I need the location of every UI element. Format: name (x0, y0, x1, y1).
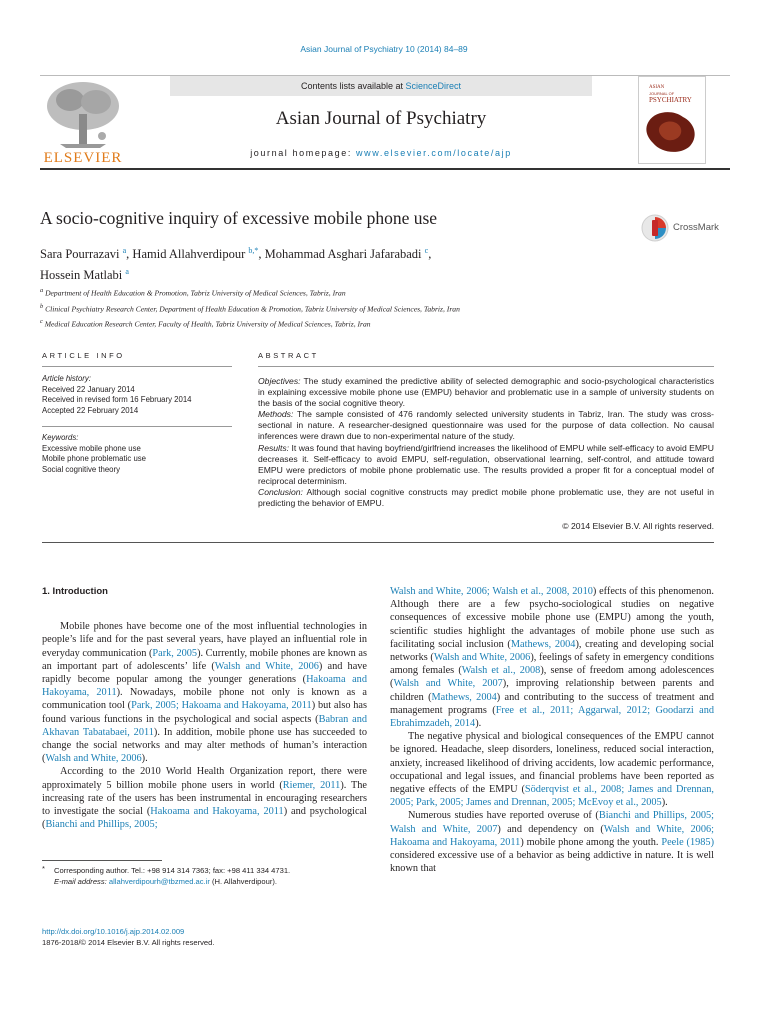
footnote-contact: Corresponding author. Tel.: +98 914 314 7363; fax: +98 411 334 4731. (54, 866, 291, 875)
intro-paragraph-3 (390, 730, 714, 809)
keyword-1: Excessive mobile phone use (42, 443, 141, 453)
doi-link[interactable]: http://dx.doi.org/10.1016/j.ajp.2014.02.009 (42, 927, 185, 936)
affil-a-marker: a (40, 287, 44, 294)
text-run: ) and contributing to the success of treatment and management programs ( (390, 691, 714, 716)
conclusion-text: Although social cognitive constructs may predict mobile phone problematic use, they are not useful in predicting the behavior of EMPU. (258, 486, 714, 509)
cover-text-2: JOURNAL OF (649, 91, 675, 96)
author-1-affil[interactable]: a (122, 246, 127, 255)
journal-cover-thumbnail[interactable] (638, 76, 706, 164)
citation-link[interactable]: Free et al., 2011; Aggarwal, 2012; Goodarzi and Ebrahimzadeh, 2014 (390, 704, 715, 730)
contents-prefix: Contents lists available at (300, 81, 406, 91)
email-link[interactable]: allahverdipourh@tbzmed.ac.ir (108, 877, 210, 886)
author-2-affil[interactable]: b,* (248, 246, 259, 255)
author-2[interactable]: , Hamid Allahverdipour (126, 247, 249, 262)
copyright-notice: © 2014 Elsevier B.V. All rights reserved. (562, 521, 714, 531)
text-run: ) and psychological ( (42, 806, 367, 831)
sciencedirect-link[interactable]: ScienceDirect (405, 81, 462, 91)
citation-link[interactable]: Peele (1985) (661, 836, 714, 848)
keywords-label: Keywords: (42, 433, 79, 442)
elsevier-wordmark: ELSEVIER (43, 150, 123, 166)
text-run: ) effects of this phenomenon. Although there are a few psycho-sociological studies on negative consequences of excessive mobile phone use (EMPU) among the youth, scientific studies highlight the advantages of mobile phone use such as facilitating social inclusion ( (390, 586, 714, 650)
text-run: Mobile phones have become one of the most influential technologies in people’s life and for the past several years, have played an influential role in everyday communication ( (42, 621, 367, 659)
author-list (40, 242, 600, 284)
crossmark-badge[interactable] (641, 212, 731, 244)
email-label: E-mail address: (54, 877, 109, 886)
text-run: ). Nowadays, mobile phone not only is known as a communication tool ( (42, 687, 367, 712)
author-1[interactable]: Sara Pourrazavi (40, 247, 123, 262)
keywords (42, 433, 232, 475)
cover-map-illustration (643, 107, 701, 155)
results-label: Results: (258, 442, 290, 453)
text-run: ). The increasing rate of the users has been instrumental in encouraging researchers to investigate the social ( (42, 779, 367, 818)
crossmark-icon (641, 214, 669, 242)
citation-link[interactable]: Walsh and White, 2006; Walsh et al., 2008, 2010 (390, 586, 593, 597)
intro-paragraph-1 (42, 620, 367, 765)
affiliation-b (40, 300, 680, 316)
keyword-3: Social cognitive theory (42, 464, 121, 474)
section-heading-introduction: 1. Introduction (42, 586, 108, 597)
abstract-body (258, 376, 714, 509)
citation-link[interactable]: Park, 2005 (152, 647, 198, 659)
text-run: ) and have rapidly become popular among the younger generations ( (42, 660, 367, 686)
affil-c-text: Medical Education Research Center, Faculty of Health, Tabriz University of Medical Sciences, Tabriz, Iran (44, 319, 371, 329)
citation-link[interactable]: Babran and Akhavan Tabatabaei, 2011 (42, 713, 367, 738)
text-run: According to the 2010 World Health Organization report, there were approximately 5 billion mobile phone users in world ( (42, 766, 367, 791)
citation-link[interactable]: Walsh and White, 2006 (214, 660, 319, 672)
journal-title: Asian Journal of Psychiatry (275, 108, 487, 129)
article-info-label: ARTICLE INFO (42, 351, 125, 360)
history-label: Article history: (42, 374, 91, 383)
abstract-rule-top (258, 366, 714, 367)
article-title: A socio-cognitive inquiry of excessive mobile phone use (40, 208, 438, 228)
affiliation-c (40, 315, 680, 331)
text-run: ). (141, 753, 148, 765)
citation-link[interactable]: Park, 2005; Hakoama and Hakoyama, 2011 (131, 700, 312, 712)
footnote-line-1 (42, 865, 372, 876)
citation-link[interactable]: Söderqvist et al., 2008; James and Drennan, 2005; Park, 2005; James and Drennan, 2005; McEvoy et al., 2005 (390, 784, 714, 809)
text-run: The negative physical and biological consequences of the EMPU cannot be ignored. Headache, sleep disorders, loneliness, reduced social interaction, anxiety, increased likelihood of driving accidents, low academic performance, occupational and legal issues, and financial problems have been reported as negative effects of the EMPU ( (390, 731, 714, 796)
text-run: ) but also has found various functions in the psychological and social aspects ( (42, 700, 368, 725)
affil-c-marker: c (40, 318, 43, 326)
text-run: ) mobile phone among the youth. (520, 836, 662, 848)
author-sep: , (428, 247, 432, 262)
corresponding-author-footnote (42, 865, 372, 887)
text-run: ). Currently, mobile phones are known as an important part of adolescents’ life ( (42, 647, 367, 672)
author-4-affil[interactable]: a (125, 267, 129, 277)
affil-b-text: Clinical Psychiatry Research Center, Department of Health Education & Promotion, Tabriz University of Medical Sciences, Tabriz, Iran (45, 304, 460, 314)
citation-link[interactable]: Walsh and White, 2006; Hakoama and Hakoyama, 2011 (390, 823, 714, 848)
text-run: ). (661, 797, 668, 809)
front-matter-rule (42, 542, 714, 543)
email-suffix: (H. Allahverdipour). (209, 877, 277, 886)
affiliation-a (40, 284, 680, 300)
text-run: ), sense of freedom among adolescences ( (390, 665, 715, 690)
homepage-link[interactable]: www.elsevier.com/locate/ajp (356, 148, 512, 158)
methods-label: Methods: (258, 409, 294, 420)
citation-link[interactable]: Walsh and White, 2007 (393, 678, 503, 690)
intro-paragraph-2-cont (390, 585, 714, 730)
citation-link[interactable]: Hakoama and Hakoyama, 2011 (150, 806, 284, 818)
contents-bar (170, 76, 592, 96)
citation-link[interactable]: Bianchi and Phillips, 2005; (45, 819, 158, 831)
affiliations (40, 284, 680, 331)
citation-link[interactable]: Walsh et al., 2008 (461, 665, 541, 677)
text-run: considered excessive use of a behavior as being addictive in nature. It is well known that (390, 850, 714, 875)
text-run: ). (475, 718, 482, 730)
text-run: ), feelings of safety in emergency conditions among females ( (390, 652, 714, 677)
intro-paragraph-4 (390, 809, 714, 875)
methods-text: The sample consisted of 476 randomly selected university students in Tabriz, Iran. The study was cross-sectional in nature. A researcher-designed questionnaire was used for the purpose of data collection. No causal inferences were drawn due to non-experimental nature of the study. (258, 409, 714, 442)
citation-link[interactable]: Mathews, 2004 (431, 691, 497, 703)
text-run: Numerous studies have reported overuse of ( (408, 810, 599, 822)
objectives-label: Objectives: (258, 376, 301, 386)
text-run: ), creating and developing social networks ( (390, 638, 714, 664)
citation-link[interactable]: Bianchi and Phillips, 2005; Walsh and White, 2007 (390, 810, 714, 835)
article-history (42, 374, 232, 416)
objectives-text: The study examined the predictive ability of selected demographic and socio-psychological characteristics in explaining excessive mobile phone use (EMPU) behavior and problematic use in a sample of university students on the basis of the social cognitive theory. (258, 376, 714, 409)
author-4[interactable]: Hossein Matlabi (40, 268, 126, 283)
citation-link[interactable]: Walsh and White, 2006 (433, 652, 531, 664)
text-run: ), improving relationship between parents and children ( (390, 678, 714, 703)
issn-line: 1876-2018/© 2014 Elsevier B.V. All rights reserved. (42, 938, 215, 947)
affil-b-marker: b (40, 302, 44, 310)
crossmark-label: CrossMark (673, 222, 719, 233)
info-rule-top (42, 366, 232, 367)
body-column-left (42, 585, 367, 831)
intro-paragraph-2 (42, 765, 367, 831)
cover-text-3: PSYCHIATRY (649, 96, 692, 104)
accepted-date: Accepted 22 February 2014 (42, 405, 139, 415)
conclusion-label: Conclusion: (258, 486, 303, 497)
journal-reference[interactable]: Asian Journal of Psychiatry 10 (2014) 84–89 (300, 44, 468, 54)
author-3[interactable]: , Mohammad Asghari Jafarabadi (258, 247, 425, 262)
body-column-right (390, 585, 714, 875)
footnote-rule (42, 860, 162, 861)
homepage-prefix: journal homepage: (250, 148, 357, 158)
citation-link[interactable]: Mathews, 2004 (510, 638, 576, 650)
results-text: It was found that having boyfriend/girlfriend increases the likelihood of EMPU while self-efficacy to avoid EMPU decreases it. Self-efficacy to avoid EMPU, self-regulation, observational learning, self-control, and attitude toward EMPU were predictors of mobile phone problematic use. The results provided a proper fit for a conceptual model of reciprocal determinism. (258, 442, 714, 486)
footnote-star: * (42, 864, 45, 873)
author-3-affil[interactable]: c (424, 246, 429, 255)
journal-masthead (40, 75, 730, 170)
journal-homepage (170, 148, 592, 158)
abstract-label: ABSTRACT (258, 351, 319, 360)
footnote-line-2 (42, 876, 372, 887)
doi-block (42, 926, 372, 948)
text-run: ) and dependency on ( (497, 823, 604, 835)
citation-link[interactable]: Riemer, 2011 (282, 779, 341, 791)
affil-a-text: Department of Health Education & Promotion, Tabriz University of Medical Sciences, Tabriz, Iran (45, 288, 346, 298)
received-date: Received 22 January 2014 (42, 384, 135, 394)
citation-link[interactable]: Hakoama and Hakoyama, 2011 (42, 674, 367, 699)
info-rule-mid (42, 426, 232, 427)
keyword-2: Mobile phone problematic use (42, 454, 147, 463)
cover-text-1: ASIAN (649, 85, 665, 90)
revised-date: Received in revised form 16 February 2014 (42, 395, 192, 404)
text-run: ). In addition, mobile phone use has succeeded to change the social networks and may alter methods of human’s interaction ( (42, 726, 367, 765)
citation-link[interactable]: Walsh and White, 2006 (45, 753, 142, 765)
